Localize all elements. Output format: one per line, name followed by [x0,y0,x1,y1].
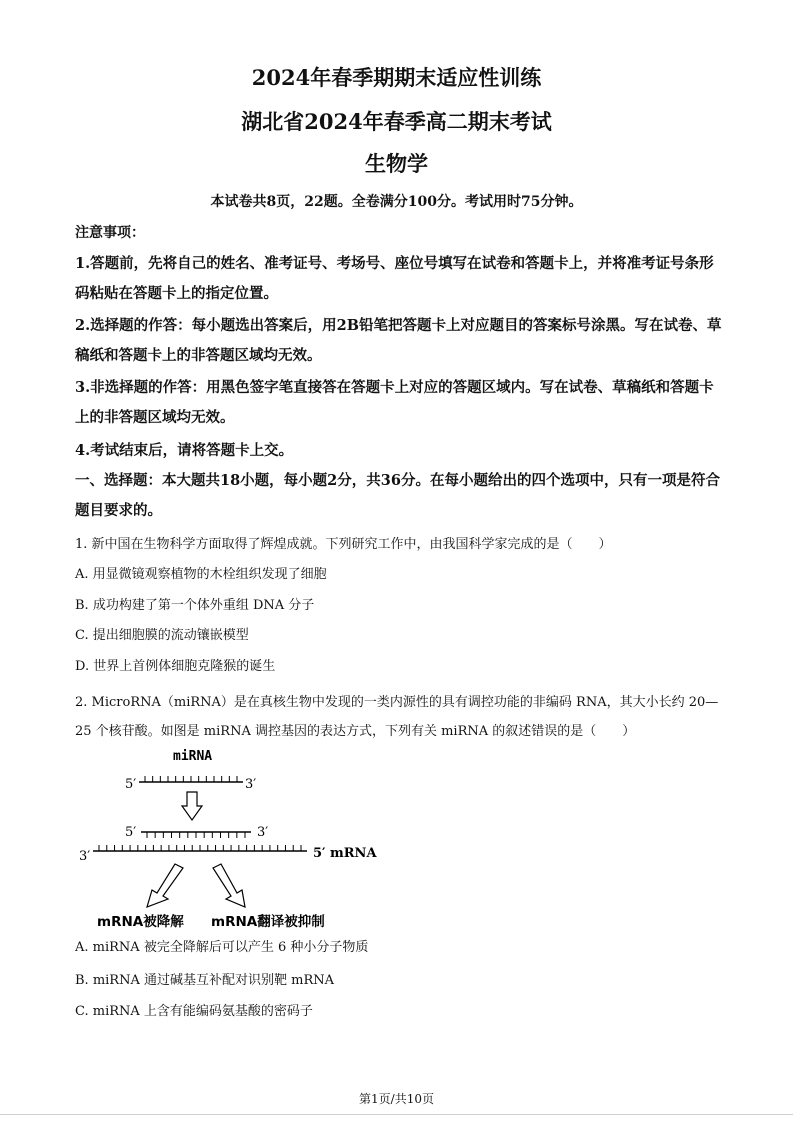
mirna-3prime-label: 3′ [245,777,257,792]
notice-item-4: 4.考试结束后，请将答题卡上交。 [75,442,294,459]
exam-info: 本试卷共8页，22题。全卷满分100分。考试用时75分钟。 [210,194,583,210]
notice-heading: 注意事项： [75,225,145,241]
bound-mirna-5prime-label: 5′ [125,825,137,840]
question-2-option-c: C. miRNA 上含有能编码氨基酸的密码子 [75,1004,313,1019]
down-arrow-icon [182,792,202,820]
degradation-arrow-icon [147,864,183,907]
notice-item-2: 2.选择题的作答：每小题选出答案后，用2B铅笔把答题卡上对应题目的答案标号涂黑。写在试卷、草稿纸和答题卡上的非答题区域均无效。 [75,317,722,364]
mirna-bases [145,776,237,782]
footer-divider [0,1114,793,1115]
notice-item-3: 3.非选择题的作答：用黑色签字笔直接答在答题卡上对应的答题区域内。写在试卷、草稿纸和答题卡上的非答题区域均无效。 [75,379,714,426]
mrna-3prime-label: 3′ [79,849,91,864]
question-1-option-d: D. 世界上首例体细胞克隆猴的诞生 [75,659,276,674]
section-heading: 一、选择题：本大题共18小题，每小题2分，共36分。在每小题给出的四个选项中，只有一项是符合题目要求的。 [75,472,720,519]
bound-mirna-3prime-label: 3′ [257,825,269,840]
question-1-stem: 1. 新中国在生物科学方面取得了辉煌成就。下列研究工作中，由我国科学家完成的是（ ） [75,537,612,552]
question-1-option-c: C. 提出细胞膜的流动镶嵌模型 [75,628,249,643]
question-1-option-a: A. 用显微镜观察植物的木栓组织发现了细胞 [75,567,327,582]
question-2-option-b: B. miRNA 通过碱基互补配对识别靶 mRNA [75,973,334,988]
mirna-regulation-diagram [75,740,395,935]
page-number: 第1页/共10页 [359,1092,434,1106]
subject-title: 生物学 [365,151,428,176]
question-2-stem: 2. MicroRNA（miRNA）是在真核生物中发现的一类内源性的具有调控功能的非编码 RNA，其大小长约 20—25 个核苷酸。如图是 miRNA 调控基因的表达方式，下列有关 miRNA 的叙述错误的是（ ） [75,695,719,739]
mirna-label: miRNA [173,749,213,764]
outcome-degraded-label: mRNA被降解 [97,914,184,930]
mrna-bases [99,845,301,851]
question-2-option-a: A. miRNA 被完全降解后可以产生 6 种小分子物质 [75,940,369,955]
mirna-5prime-label: 5′ [125,777,137,792]
outcome-inhibited-label: mRNA翻译被抑制 [211,914,325,930]
mrna-5prime-label: 5′ mRNA [313,846,377,861]
exam-title: 2024年春季期期末适应性训练 [251,65,542,90]
notice-item-1: 1.答题前，先将自己的姓名、准考证号、考场号、座位号填写在试卷和答题卡上，并将准考证号条形码粘贴在答题卡上的指定位置。 [75,255,714,302]
question-1-option-b: B. 成功构建了第一个体外重组 DNA 分子 [75,598,315,613]
translation-arrow-icon [213,864,245,907]
exam-subtitle: 湖北省2024年春季高二期末考试 [241,109,552,134]
bound-mirna-bases [147,832,245,838]
